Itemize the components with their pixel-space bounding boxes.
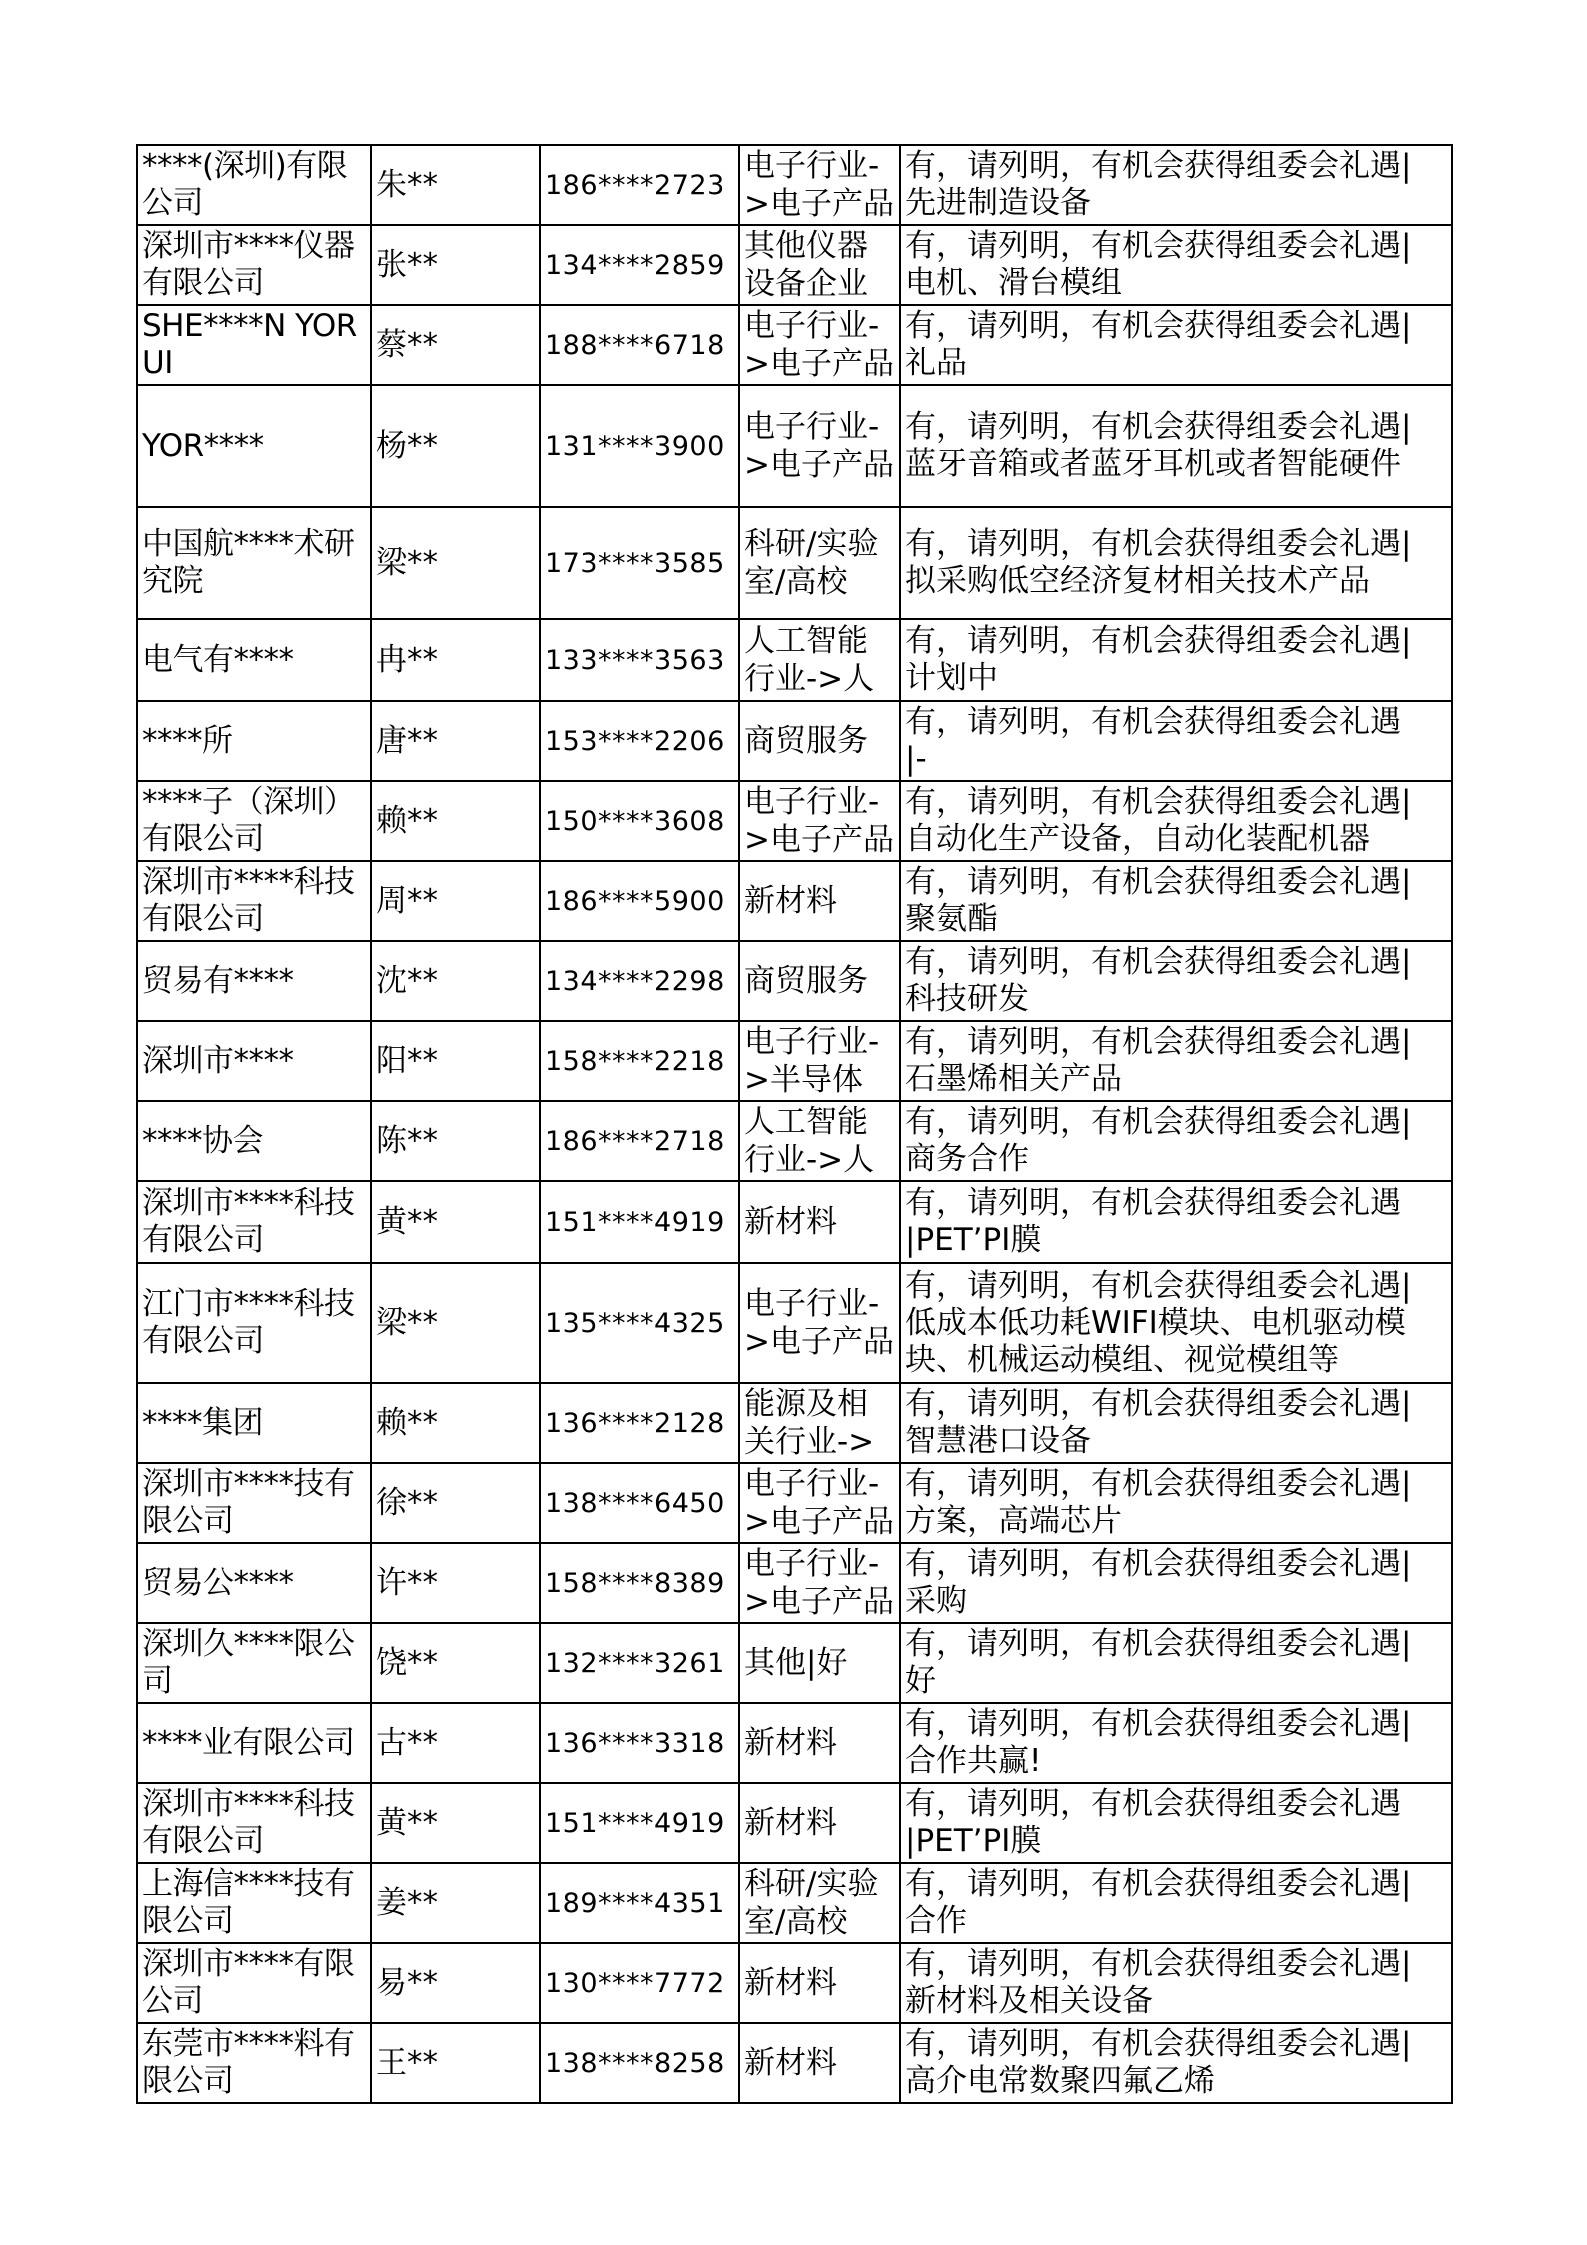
note-cell	[900, 2023, 1452, 2103]
industry-cell: 商贸服务	[739, 941, 900, 1021]
contact-cell: 杨**	[371, 385, 540, 507]
note-line: 计划中	[905, 660, 998, 696]
table-row	[137, 861, 1452, 941]
phone-cell: 131****3900	[540, 385, 739, 507]
company-cell: ****(深圳)有限公司	[137, 145, 371, 225]
note-line: 有，请列明，有机会获得组委会礼遇|	[905, 1466, 1412, 1502]
table-row	[137, 2023, 1452, 2103]
contact-cell: 易**	[371, 1943, 540, 2023]
contact-table	[136, 144, 1453, 2104]
company-cell: 深圳久****限公司	[137, 1623, 371, 1703]
industry-cell: 电子行业->电子产品	[739, 1263, 900, 1383]
phone-cell: 186****2718	[540, 1101, 739, 1181]
note-cell	[900, 781, 1452, 861]
note-cell	[900, 1623, 1452, 1703]
phone-cell: 186****5900	[540, 861, 739, 941]
note-line: 电机、滑台模组	[905, 265, 1122, 301]
note-line: 有，请列明，有机会获得组委会礼遇|	[905, 1866, 1412, 1902]
table-body	[137, 145, 1452, 2103]
note-line: 有，请列明，有机会获得组委会礼遇|	[905, 1386, 1412, 1422]
company-cell: 上海信****技有限公司	[137, 1863, 371, 1943]
phone-cell: 134****2298	[540, 941, 739, 1021]
company-cell: 深圳市****科技有限公司	[137, 861, 371, 941]
contact-cell: 赖**	[371, 1383, 540, 1463]
table-row	[137, 1383, 1452, 1463]
note-line: 有，请列明，有机会获得组委会礼遇|	[905, 944, 1412, 980]
industry-cell: 科研/实验室/高校	[739, 507, 900, 619]
phone-cell: 136****3318	[540, 1703, 739, 1783]
note-line: 拟采购低空经济复材相关技术产品	[905, 563, 1370, 599]
company-cell: 深圳市****技有限公司	[137, 1463, 371, 1543]
phone-cell: 151****4919	[540, 1783, 739, 1863]
phone-cell: 153****2206	[540, 701, 739, 781]
note-line: 有，请列明，有机会获得组委会礼遇|	[905, 1706, 1412, 1742]
table-row	[137, 1623, 1452, 1703]
contact-cell: 古**	[371, 1703, 540, 1783]
note-cell	[900, 225, 1452, 305]
note-cell	[900, 1263, 1452, 1383]
note-line: 有，请列明，有机会获得组委会礼遇	[905, 704, 1401, 740]
contact-cell: 周**	[371, 861, 540, 941]
contact-cell: 梁**	[371, 507, 540, 619]
note-cell	[900, 305, 1452, 385]
phone-cell: 188****6718	[540, 305, 739, 385]
contact-cell: 黄**	[371, 1181, 540, 1263]
contact-cell: 朱**	[371, 145, 540, 225]
phone-cell: 186****2723	[540, 145, 739, 225]
note-line: 智慧港口设备	[905, 1423, 1091, 1459]
note-cell	[900, 1181, 1452, 1263]
note-line: 有，请列明，有机会获得组委会礼遇|	[905, 308, 1412, 344]
note-line: 聚氨酯	[905, 901, 998, 937]
note-line: 有，请列明，有机会获得组委会礼遇	[905, 1185, 1401, 1221]
contact-cell: 张**	[371, 225, 540, 305]
note-line: 自动化生产设备，自动化装配机器	[905, 821, 1370, 857]
company-cell: 深圳市****	[137, 1021, 371, 1101]
industry-cell: 能源及相关行业->	[739, 1383, 900, 1463]
industry-cell: 商贸服务	[739, 701, 900, 781]
note-cell	[900, 1783, 1452, 1863]
note-cell	[900, 1383, 1452, 1463]
note-line: 有，请列明，有机会获得组委会礼遇|	[905, 1946, 1412, 1982]
note-line: |-	[905, 741, 927, 777]
note-line: 有，请列明，有机会获得组委会礼遇|	[905, 784, 1412, 820]
note-line: 礼品	[905, 345, 967, 381]
company-cell: 东莞市****料有限公司	[137, 2023, 371, 2103]
note-cell	[900, 941, 1452, 1021]
company-cell: SHE****N YORUI	[137, 305, 371, 385]
note-line: 蓝牙音箱或者蓝牙耳机或者智能硬件	[905, 446, 1401, 482]
contact-cell: 梁**	[371, 1263, 540, 1383]
company-cell: YOR****	[137, 385, 371, 507]
contact-cell: 沈**	[371, 941, 540, 1021]
contact-cell: 冉**	[371, 619, 540, 701]
company-cell: 贸易公****	[137, 1543, 371, 1623]
table-row	[137, 305, 1452, 385]
industry-cell: 电子行业->电子产品	[739, 305, 900, 385]
contact-cell: 阳**	[371, 1021, 540, 1101]
table-row	[137, 385, 1452, 507]
note-line: 好	[905, 1663, 936, 1699]
company-cell: ****业有限公司	[137, 1703, 371, 1783]
note-cell	[900, 1021, 1452, 1101]
note-line: |PET’PI膜	[905, 1222, 1042, 1258]
note-cell	[900, 1463, 1452, 1543]
note-line: 采购	[905, 1583, 967, 1619]
note-line: 有，请列明，有机会获得组委会礼遇|	[905, 1626, 1412, 1662]
company-cell: ****集团	[137, 1383, 371, 1463]
contact-cell: 唐**	[371, 701, 540, 781]
industry-cell: 新材料	[739, 1943, 900, 2023]
industry-cell: 人工智能行业->人	[739, 1101, 900, 1181]
contact-cell: 许**	[371, 1543, 540, 1623]
phone-cell: 173****3585	[540, 507, 739, 619]
table-row	[137, 1863, 1452, 1943]
industry-cell: 新材料	[739, 1703, 900, 1783]
contact-cell: 徐**	[371, 1463, 540, 1543]
company-cell: ****协会	[137, 1101, 371, 1181]
company-cell: 中国航****术研究院	[137, 507, 371, 619]
note-line: 先进制造设备	[905, 185, 1091, 221]
note-cell	[900, 1703, 1452, 1783]
contact-cell: 饶**	[371, 1623, 540, 1703]
contact-cell: 蔡**	[371, 305, 540, 385]
note-line: 有，请列明，有机会获得组委会礼遇|	[905, 2026, 1412, 2062]
note-line: 高介电常数聚四氟乙烯	[905, 2063, 1215, 2099]
phone-cell: 189****4351	[540, 1863, 739, 1943]
note-cell	[900, 861, 1452, 941]
note-line: 低成本低功耗WIFI模块、电机驱动模	[905, 1304, 1406, 1341]
phone-cell: 134****2859	[540, 225, 739, 305]
table-row	[137, 1543, 1452, 1623]
table-row	[137, 1463, 1452, 1543]
table-row	[137, 619, 1452, 701]
industry-cell: 其他|好	[739, 1623, 900, 1703]
industry-cell: 电子行业->电子产品	[739, 1463, 900, 1543]
phone-cell: 158****2218	[540, 1021, 739, 1101]
company-cell: 电气有****	[137, 619, 371, 701]
contact-cell: 黄**	[371, 1783, 540, 1863]
phone-cell: 138****8258	[540, 2023, 739, 2103]
note-cell	[900, 619, 1452, 701]
note-line: 合作	[905, 1903, 967, 1939]
note-line: 有，请列明，有机会获得组委会礼遇|	[905, 228, 1412, 264]
industry-cell: 新材料	[739, 1783, 900, 1863]
contact-cell: 赖**	[371, 781, 540, 861]
note-line: 有，请列明，有机会获得组委会礼遇|	[905, 1104, 1412, 1140]
company-cell: 深圳市****科技有限公司	[137, 1181, 371, 1263]
industry-cell: 电子行业->电子产品	[739, 1543, 900, 1623]
phone-cell: 132****3261	[540, 1623, 739, 1703]
company-cell: ****子（深圳）有限公司	[137, 781, 371, 861]
phone-cell: 130****7772	[540, 1943, 739, 2023]
table-row	[137, 1181, 1452, 1263]
company-cell: 深圳市****仪器有限公司	[137, 225, 371, 305]
phone-cell: 151****4919	[540, 1181, 739, 1263]
industry-cell: 新材料	[739, 1181, 900, 1263]
table-row	[137, 225, 1452, 305]
note-line: 有，请列明，有机会获得组委会礼遇|	[905, 148, 1412, 184]
phone-cell: 138****6450	[540, 1463, 739, 1543]
note-line: |PET’PI膜	[905, 1823, 1042, 1859]
note-line: 石墨烯相关产品	[905, 1061, 1122, 1097]
table-row	[137, 507, 1452, 619]
note-line: 有，请列明，有机会获得组委会礼遇|	[905, 623, 1412, 659]
industry-cell: 电子行业->电子产品	[739, 781, 900, 861]
company-cell: ****所	[137, 701, 371, 781]
phone-cell: 135****4325	[540, 1263, 739, 1383]
industry-cell: 新材料	[739, 2023, 900, 2103]
note-line: 新材料及相关设备	[905, 1983, 1153, 2019]
table-row	[137, 1783, 1452, 1863]
company-cell: 深圳市****科技有限公司	[137, 1783, 371, 1863]
note-line: 商务合作	[905, 1141, 1029, 1177]
note-line: 有，请列明，有机会获得组委会礼遇|	[905, 409, 1412, 445]
company-cell: 贸易有****	[137, 941, 371, 1021]
company-cell: 深圳市****有限公司	[137, 1943, 371, 2023]
table-row	[137, 701, 1452, 781]
note-cell	[900, 1101, 1452, 1181]
industry-cell: 电子行业->半导体	[739, 1021, 900, 1101]
contact-cell: 王**	[371, 2023, 540, 2103]
table-row	[137, 1263, 1452, 1383]
note-cell	[900, 701, 1452, 781]
table-row	[137, 145, 1452, 225]
note-line: 有，请列明，有机会获得组委会礼遇|	[905, 1267, 1412, 1304]
table-row	[137, 1943, 1452, 2023]
note-line: 科技研发	[905, 981, 1029, 1017]
note-cell	[900, 1543, 1452, 1623]
industry-cell: 人工智能行业->人	[739, 619, 900, 701]
industry-cell: 新材料	[739, 861, 900, 941]
industry-cell: 其他仪器设备企业	[739, 225, 900, 305]
phone-cell: 133****3563	[540, 619, 739, 701]
table-row	[137, 1703, 1452, 1783]
note-line: 有，请列明，有机会获得组委会礼遇|	[905, 864, 1412, 900]
note-line: 合作共赢!	[905, 1743, 1042, 1779]
note-line: 块、机械运动模组、视觉模组等	[905, 1341, 1339, 1378]
phone-cell: 150****3608	[540, 781, 739, 861]
table-row	[137, 1101, 1452, 1181]
table-row	[137, 781, 1452, 861]
note-line: 有，请列明，有机会获得组委会礼遇|	[905, 1546, 1412, 1582]
note-line: 有，请列明，有机会获得组委会礼遇|	[905, 526, 1412, 562]
industry-cell: 电子行业->电子产品	[739, 145, 900, 225]
note-cell	[900, 385, 1452, 507]
phone-cell: 136****2128	[540, 1383, 739, 1463]
note-line: 方案，高端芯片	[905, 1503, 1122, 1539]
note-line: 有，请列明，有机会获得组委会礼遇|	[905, 1024, 1412, 1060]
phone-cell: 158****8389	[540, 1543, 739, 1623]
contact-cell: 姜**	[371, 1863, 540, 1943]
note-cell	[900, 1943, 1452, 2023]
contact-cell: 陈**	[371, 1101, 540, 1181]
industry-cell: 电子行业->电子产品	[739, 385, 900, 507]
company-cell: 江门市****科技有限公司	[137, 1263, 371, 1383]
note-cell	[900, 507, 1452, 619]
note-cell	[900, 145, 1452, 225]
table-row	[137, 1021, 1452, 1101]
table-row	[137, 941, 1452, 1021]
note-cell	[900, 1863, 1452, 1943]
industry-cell: 科研/实验室/高校	[739, 1863, 900, 1943]
note-line: 有，请列明，有机会获得组委会礼遇	[905, 1786, 1401, 1822]
